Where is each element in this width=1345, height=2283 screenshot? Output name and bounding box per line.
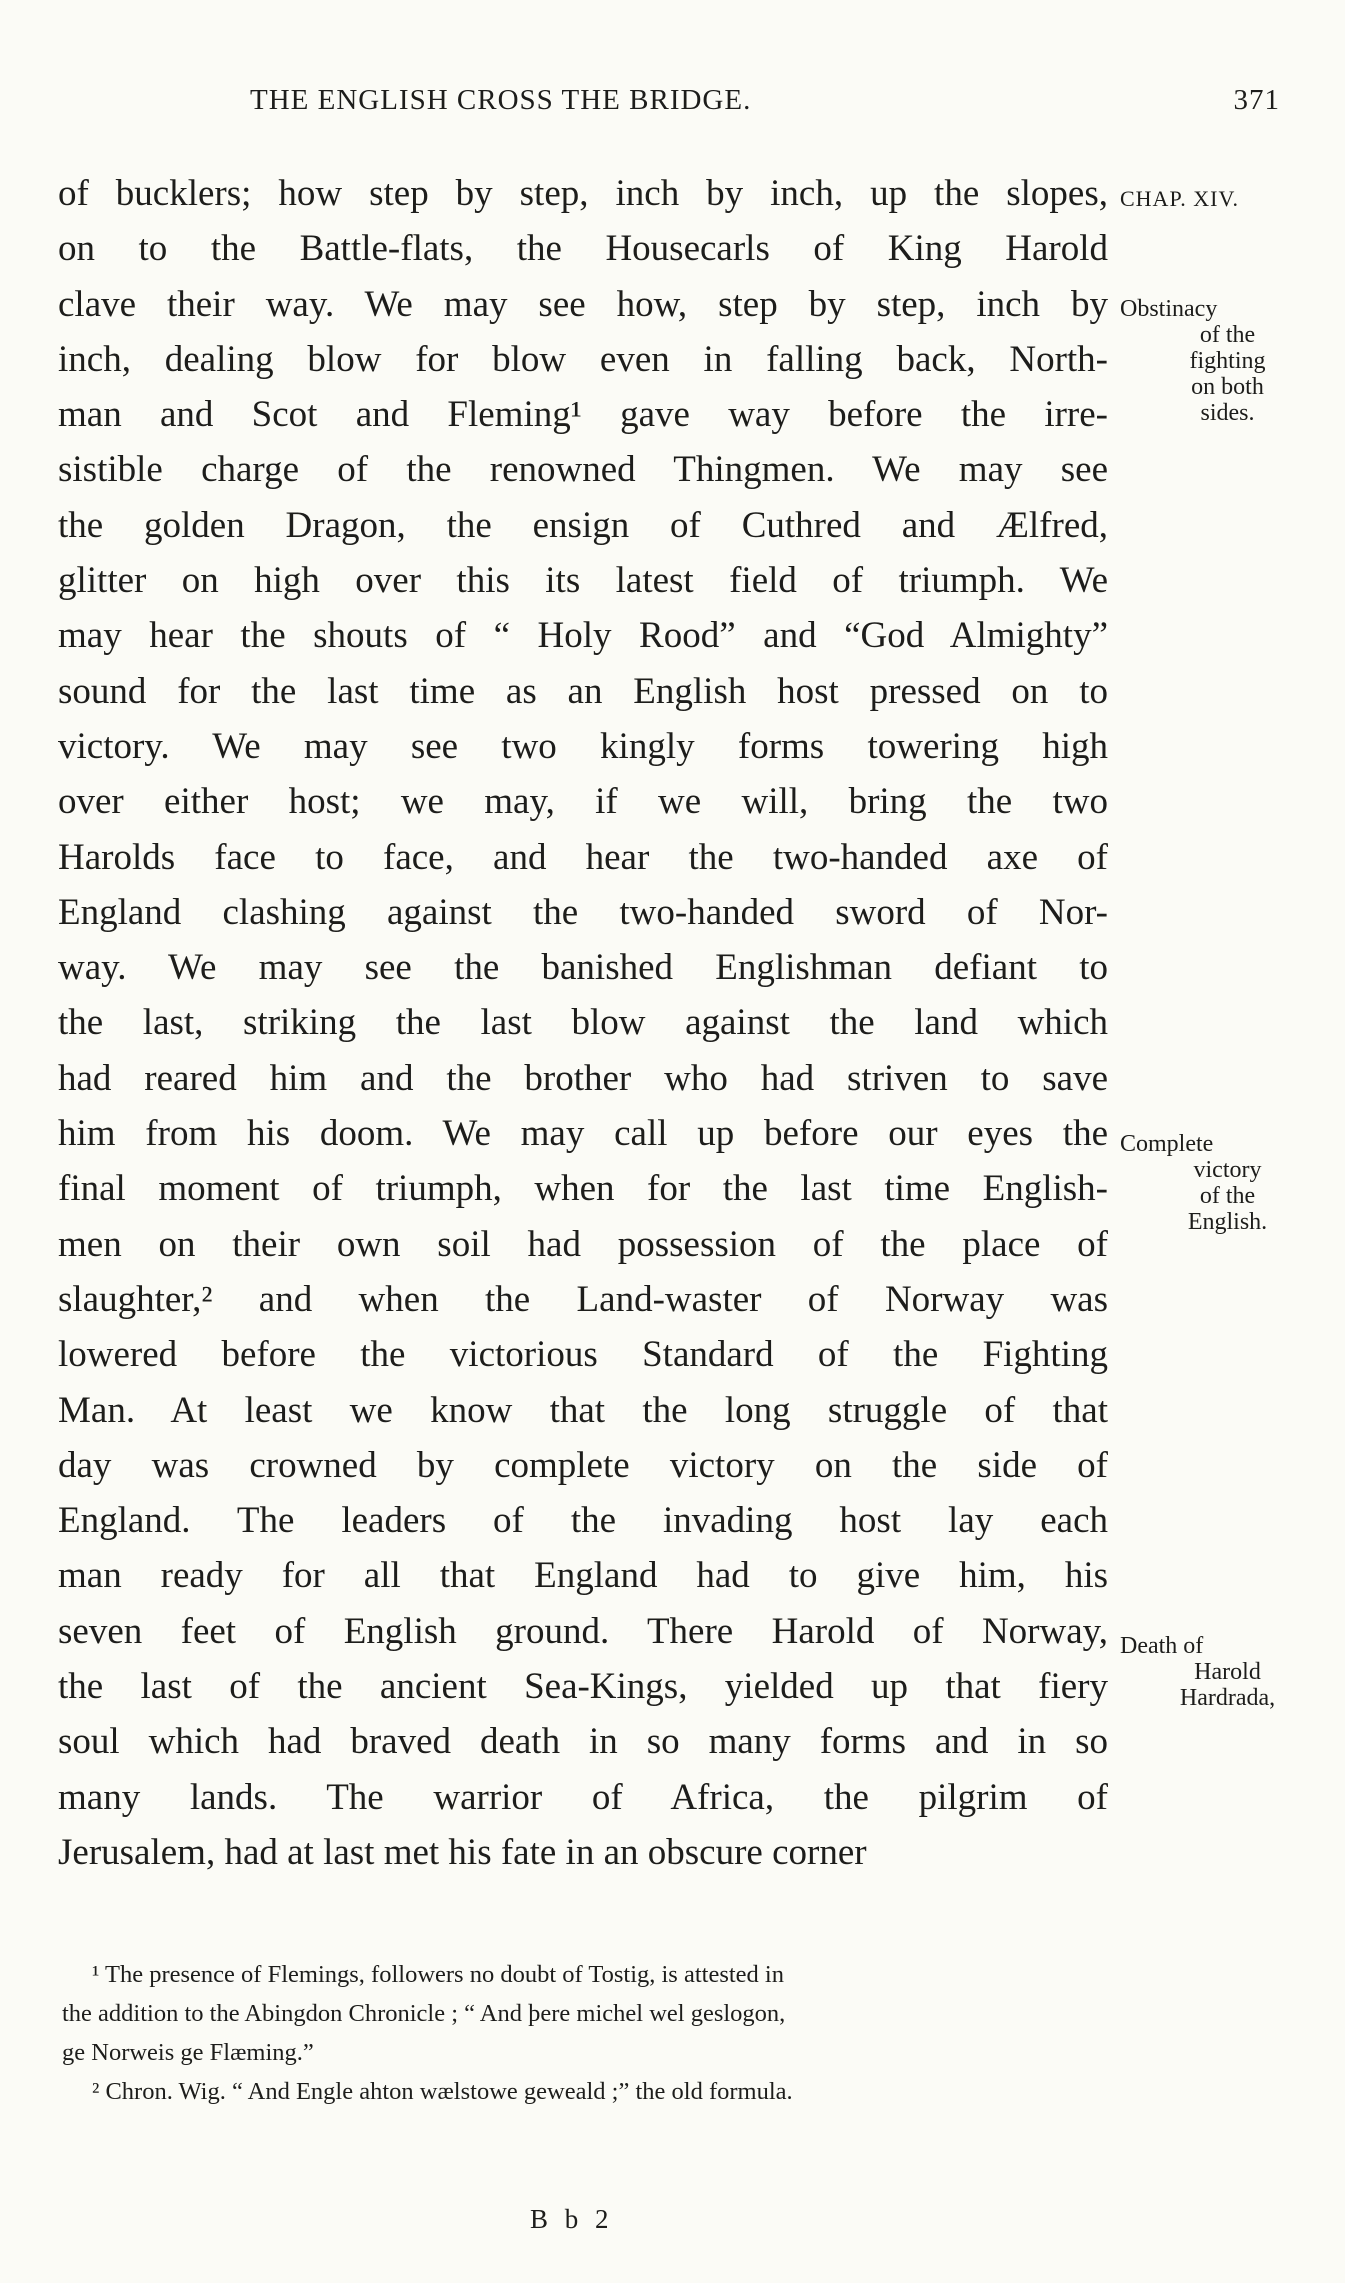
text-line: clave their way. We may see how, step by step, inch by [58,283,1108,325]
footnote-line: ge Norweis ge Flæming.” [62,2039,314,2066]
text-line: the last, striking the last blow against the land which [58,1002,1108,1044]
text-line: way. We may see the banished Englishman defiant to [58,947,1108,989]
text-line: soul which had braved death in so many forms and in so [58,1721,1108,1763]
margin-note-line: Hardrada, [1179,1685,1276,1711]
footnotes [62,1955,1117,2111]
text-line: over either host; we may, if we will, bring the two [58,781,1108,823]
text-line: lowered before the victorious Standard of the Fighting [58,1334,1108,1376]
footnote-line: the addition to the Abingdon Chronicle ; “ And þere michel wel geslogon, [62,2000,786,2027]
text-line: him from his doom. We may call up before our eyes the [58,1113,1108,1155]
text-line: Man. At least we know that the long struggle of that [58,1389,1108,1431]
text-line: victory. We may see two kingly forms towering high [58,725,1108,767]
margin-note-obstinacy [1120,296,1335,426]
margin-note-line: victory [1193,1157,1262,1183]
margin-note-line: sides. [1200,400,1255,426]
margin-note-line: fighting [1189,348,1266,374]
footnote-line: ¹ The presence of Flemings, followers no doubt of Tostig, is attested in [92,1961,784,1988]
text-line: Harolds face to face, and hear the two-handed axe of [58,836,1108,878]
text-line: final moment of triumph, when for the last time English- [58,1168,1108,1210]
text-line: England. The leaders of the invading host lay each [58,1500,1108,1542]
margin-note-line: Death of [1120,1633,1204,1659]
margin-note-line: English. [1187,1209,1268,1235]
text-line: Jerusalem, had at last met his fate in an obscure corner [58,1831,867,1873]
main-text [58,166,1108,1880]
chapter-label: CHAP. XIV. [1120,186,1240,211]
text-line: men on their own soil had possession of the place of [58,1223,1108,1265]
running-header [250,84,1280,134]
margin-note-line: Obstinacy [1120,296,1218,322]
text-line: sound for the last time as an English host pressed on to [58,670,1108,712]
signature-mark: B b 2 [530,2204,614,2234]
page-number: 371 [1233,84,1280,116]
text-line: on to the Battle-flats, the Housecarls of King Harold [58,228,1108,270]
running-title: THE ENGLISH CROSS THE BRIDGE. [250,84,752,116]
text-line: the last of the ancient Sea-Kings, yielded up that fiery [58,1666,1108,1708]
text-line: man ready for all that England had to give him, his [58,1555,1108,1597]
margin-note-death [1120,1633,1335,1711]
text-line: inch, dealing blow for blow even in falling back, North- [58,338,1108,380]
margin-note-line: of the [1199,322,1256,348]
text-line: of bucklers; how step by step, inch by inch, up the slopes, [58,173,1108,214]
margin-note-line: Harold [1194,1659,1261,1685]
margin-note-line: of the [1199,1183,1256,1209]
text-line: man and Scot and Fleming¹ gave way before the irre- [58,394,1108,436]
margin-note-line: on both [1191,374,1264,400]
margin-note-chapter [1120,186,1335,212]
margin-note-line: Complete [1120,1131,1214,1157]
margin-note-victory [1120,1131,1335,1235]
text-line: seven feet of English ground. There Harold of Norway, [58,1610,1108,1652]
text-line: had reared him and the brother who had striven to save [58,1057,1108,1099]
text-line: sistible charge of the renowned Thingmen. We may see [58,449,1108,491]
text-line: England clashing against the two-handed sword of Nor- [58,891,1108,933]
text-line: glitter on high over this its latest field of triumph. We [58,560,1108,602]
text-line: day was crowned by complete victory on the side of [58,1444,1108,1486]
text-line: slaughter,² and when the Land-waster of Norway was [58,1278,1108,1320]
footnote-line: ² Chron. Wig. “ And Engle ahton wælstowe geweald ;” the old formula. [92,2078,793,2105]
text-line: many lands. The warrior of Africa, the pilgrim of [58,1776,1108,1818]
text-line: the golden Dragon, the ensign of Cuthred and Ælfred, [58,504,1108,546]
text-line: may hear the shouts of “ Holy Rood” and “God Almighty” [58,615,1108,657]
